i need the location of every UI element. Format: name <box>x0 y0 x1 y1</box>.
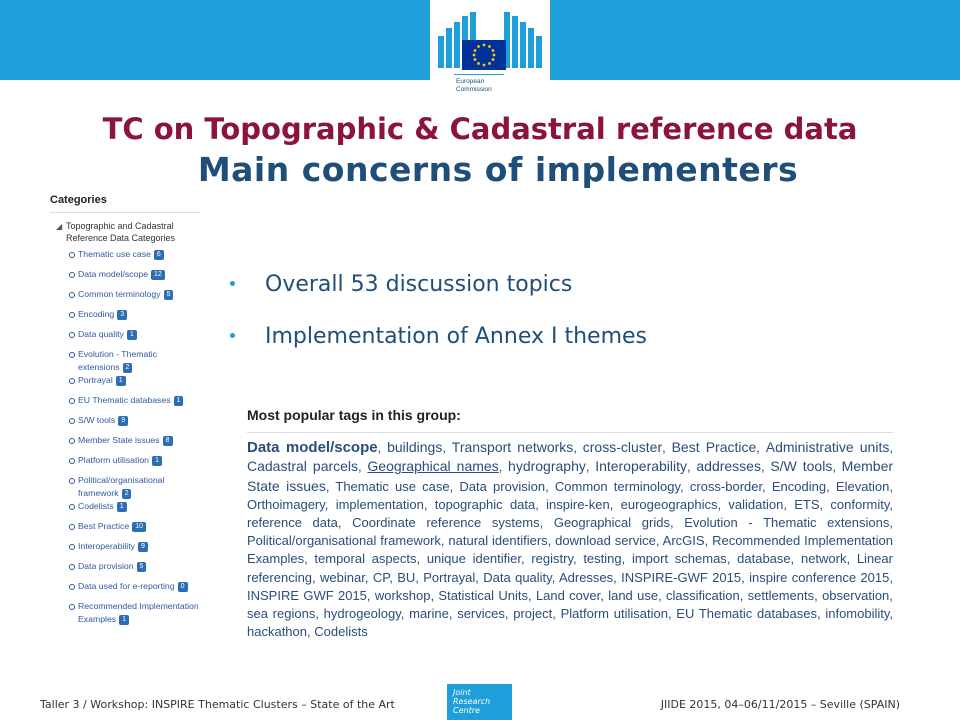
category-item[interactable] <box>50 500 200 520</box>
category-item[interactable] <box>50 560 200 580</box>
category-label: Data model/scope <box>78 269 149 279</box>
tag-link[interactable]: INSPIRE GWF 2015 <box>247 587 367 603</box>
category-item[interactable] <box>50 474 200 500</box>
category-label: Encoding <box>78 309 115 319</box>
tag-link[interactable]: Geographical grids <box>553 515 670 531</box>
categories-divider <box>50 212 200 213</box>
tag-link[interactable]: Elevation <box>835 478 890 494</box>
slide-subtitle: Main concerns of implementers <box>197 150 799 189</box>
bullet-icon <box>230 281 235 286</box>
tag-link[interactable]: settlements <box>747 587 815 603</box>
count-badge: 9 <box>138 542 148 552</box>
popular-tags-panel <box>247 406 893 641</box>
bullet-text: Overall 53 discussion topics <box>265 272 573 297</box>
circle-bullet-icon <box>69 272 75 278</box>
circle-bullet-icon <box>69 478 75 484</box>
category-label: Thematic use case <box>78 249 151 259</box>
tag-link[interactable]: webinar <box>320 569 365 585</box>
circle-bullet-icon <box>69 584 75 590</box>
tag-link[interactable]: hydrography <box>508 458 586 475</box>
tag-link[interactable]: implementation <box>335 496 424 512</box>
tag-link[interactable]: Recommended Implementation Examples <box>247 533 893 567</box>
category-label: Data quality <box>78 329 124 339</box>
count-badge: 0 <box>178 582 188 592</box>
category-label: Recommended Implementation Examples <box>78 601 199 624</box>
circle-bullet-icon <box>69 398 75 404</box>
tag-link[interactable]: ArcGIS <box>662 533 705 549</box>
tag-cloud: Data model/scope, buildings, Transport networks, cross-cluster, Best Practice, Administrative units, Cadastral parcels, Geographical names, hydrography, Interoperability, addresses, S/W tools, Member State issues, Thematic use case, Data provision, Common terminology, cross-border, Encoding, Elevation, Orthoimagery, implementation, topographic data, inspire-ken, eurogeographics, validation, ETS, conformity, reference data, Coordinate reference systems, Geographical grids, Evolution - Thematic extensions, Political/organisational framework, natural identifiers, download service, ArcGIS, Recommended Implementation Examples, temporal aspects, unique identifier, registry, testing, import schemas, database, network, Linear referencing, webinar, CP, BU, Portrayal, Data quality, Adresses, INSPIRE-GWF 2015, inspire conference 2015, INSPIRE GWF 2015, workshop, Statistical Units, Land cover, land use, classification, settlements, observation, sea regions, hydrogeology, marine, services, project, Platform utilisation, EU Thematic databases, infomobility, hackathon, Codelists <box>247 439 894 640</box>
circle-bullet-icon <box>69 564 75 570</box>
category-label: Platform utilisation <box>78 455 149 465</box>
tag-link[interactable]: eurogeographics <box>620 496 718 512</box>
tag-link[interactable]: inspire conference 2015 <box>749 569 890 585</box>
tag-link[interactable]: Data quality <box>483 569 552 585</box>
tag-link[interactable]: Transport networks <box>451 439 574 456</box>
tag-link[interactable]: Administrative units <box>765 439 890 456</box>
tag-link[interactable]: download service <box>555 533 656 549</box>
count-badge: 8 <box>163 436 173 446</box>
footer-left: Taller 3 / Workshop: INSPIRE Thematic Clusters – State of the Art <box>40 698 395 711</box>
tag-link[interactable]: INSPIRE-GWF 2015 <box>621 569 742 585</box>
count-badge: 1 <box>119 615 129 625</box>
category-parent[interactable] <box>50 220 200 244</box>
tag-link[interactable]: ETS <box>794 496 820 512</box>
count-badge: 1 <box>152 456 162 466</box>
tag-link[interactable]: network <box>800 551 847 567</box>
circle-bullet-icon <box>69 458 75 464</box>
count-badge: 1 <box>116 376 126 386</box>
popular-tags-heading: Most popular tags in this group: <box>247 406 893 433</box>
category-label: Interoperability <box>78 541 135 551</box>
category-item[interactable] <box>50 248 200 268</box>
footer-right: JIIDE 2015, 04–06/11/2015 – Seville (SPAIN) <box>660 698 900 711</box>
tag-link[interactable]: infomobility <box>825 606 890 622</box>
category-label: S/W tools <box>78 415 116 425</box>
tag-link[interactable]: EU Thematic databases <box>676 606 817 622</box>
category-item[interactable] <box>50 600 200 626</box>
category-item[interactable] <box>50 434 200 454</box>
tag-link[interactable]: import schemas <box>631 551 727 567</box>
tag-link[interactable]: Evolution - Thematic extensions <box>684 515 890 531</box>
category-parent-label: Topographic and Cadastral Reference Data Categories <box>66 221 176 243</box>
tag-link[interactable]: validation <box>728 496 784 512</box>
count-badge: 10 <box>132 522 146 532</box>
tag-link[interactable]: Coordinate reference systems <box>352 515 540 531</box>
tag-link[interactable]: Political/organisational framework <box>247 533 441 549</box>
tag-link[interactable]: Platform utilisation <box>560 606 668 622</box>
jrc-text-1: Joint <box>453 688 471 697</box>
category-label: Common terminology <box>78 289 161 299</box>
circle-bullet-icon <box>69 544 75 550</box>
tag-link[interactable]: Cadastral parcels <box>247 458 359 475</box>
categories-panel <box>50 194 200 626</box>
category-label: Political/organisational framework <box>78 475 165 498</box>
tag-link[interactable]: CP <box>372 569 390 585</box>
category-label: Data provision <box>78 561 134 571</box>
tag-link[interactable]: addresses <box>696 458 761 475</box>
circle-bullet-icon <box>69 252 75 258</box>
tag-link[interactable]: Land cover <box>535 587 601 603</box>
jrc-text-3: Centre <box>453 706 480 715</box>
category-label: Best Practice <box>78 521 130 531</box>
tag-link[interactable]: Data model/scope <box>247 439 378 457</box>
circle-bullet-icon <box>69 504 75 510</box>
tag-link[interactable]: workshop <box>374 587 431 603</box>
circle-bullet-icon <box>69 312 75 318</box>
category-item[interactable] <box>50 288 200 308</box>
logo-text-2: Commission <box>456 86 492 93</box>
tag-link[interactable]: S/W tools <box>770 458 833 475</box>
tag-link[interactable]: Member State issues <box>247 458 894 494</box>
circle-bullet-icon <box>69 418 75 424</box>
count-badge: 3 <box>117 310 127 320</box>
count-badge: 9 <box>118 416 128 426</box>
category-label: Portrayal <box>78 375 113 385</box>
category-item[interactable] <box>50 374 200 394</box>
slide-title: TC on Topographic & Cadastral reference data <box>102 112 858 146</box>
logo-text-1: European <box>456 78 485 85</box>
bullet-item <box>230 324 647 376</box>
tag-link[interactable]: Interoperability <box>595 458 688 475</box>
triangle-down-icon: ◢ <box>56 222 63 231</box>
category-list <box>50 248 200 626</box>
category-label: Member State issues <box>78 435 160 445</box>
category-item[interactable] <box>50 308 200 328</box>
category-item[interactable] <box>50 414 200 434</box>
tag-link[interactable]: unique identifier <box>426 551 521 567</box>
tag-link[interactable]: testing <box>583 551 622 567</box>
tag-link[interactable]: inspire-ken <box>546 496 610 512</box>
tag-link[interactable]: Thematic use case <box>335 478 450 494</box>
category-item[interactable] <box>50 454 200 474</box>
tag-link[interactable]: hydrogeology <box>323 606 401 622</box>
category-item[interactable] <box>50 328 200 348</box>
tag-link[interactable]: temporal aspects <box>314 551 417 567</box>
tag-link[interactable]: sea regions <box>247 606 316 622</box>
tag-link[interactable]: Encoding <box>771 478 827 494</box>
tag-link[interactable]: observation <box>822 587 890 603</box>
circle-bullet-icon <box>69 352 75 358</box>
jrc-text-2: Research <box>453 697 491 706</box>
tag-link[interactable]: services <box>457 606 505 622</box>
tag-link[interactable]: reference data <box>247 515 338 531</box>
category-item[interactable] <box>50 580 200 600</box>
tag-link[interactable]: Statistical Units <box>438 587 528 603</box>
category-item[interactable] <box>50 394 200 414</box>
category-item[interactable] <box>50 520 200 540</box>
count-badge: 1 <box>117 502 127 512</box>
category-label: EU Thematic databases <box>78 395 171 405</box>
tag-link[interactable]: Common terminology <box>554 478 681 494</box>
tag-link[interactable]: Best Practice <box>671 439 757 456</box>
tag-link[interactable]: Codelists <box>314 624 368 640</box>
bullet-icon <box>230 333 235 338</box>
category-label: Evolution - Thematic extensions <box>78 349 158 372</box>
tag-link[interactable]: Data provision <box>459 478 546 494</box>
circle-bullet-icon <box>69 378 75 384</box>
count-badge: 12 <box>151 270 165 280</box>
bullet-list <box>230 272 647 376</box>
count-badge: 2 <box>123 363 133 373</box>
circle-bullet-icon <box>69 292 75 298</box>
tag-link[interactable]: BU <box>397 569 416 585</box>
category-item[interactable] <box>50 268 200 288</box>
count-badge: 6 <box>154 250 164 260</box>
bullet-text: Implementation of Annex I themes <box>265 324 647 349</box>
category-item[interactable] <box>50 540 200 560</box>
tag-link[interactable]: Geographical names <box>367 458 499 475</box>
tag-link[interactable]: topographic data <box>434 496 536 512</box>
tag-link[interactable]: Portrayal <box>423 569 476 585</box>
circle-bullet-icon <box>69 438 75 444</box>
tag-link[interactable]: project <box>513 606 553 622</box>
categories-heading: Categories <box>50 194 107 206</box>
tag-link[interactable]: registry <box>531 551 573 567</box>
category-item[interactable] <box>50 348 200 374</box>
circle-bullet-icon <box>69 604 75 610</box>
tag-link[interactable]: Orthoimagery <box>247 496 325 512</box>
category-label: Data used for e-reporting <box>78 581 175 591</box>
count-badge: 1 <box>127 330 137 340</box>
tag-link[interactable]: database <box>737 551 791 567</box>
european-commission-logo <box>430 0 550 100</box>
tag-link[interactable]: conformity <box>830 496 890 512</box>
tag-link[interactable]: hackathon <box>247 624 307 640</box>
tag-link[interactable]: cross-border <box>689 478 763 494</box>
bullet-item <box>230 272 647 324</box>
jrc-logo <box>447 684 512 720</box>
circle-bullet-icon <box>69 332 75 338</box>
count-badge: 2 <box>122 489 132 499</box>
tag-link[interactable]: marine <box>409 606 449 622</box>
circle-bullet-icon <box>69 524 75 530</box>
count-badge: 5 <box>164 290 174 300</box>
category-label: Codelists <box>78 501 114 511</box>
tag-link[interactable]: natural identifiers <box>448 533 548 549</box>
tag-link[interactable]: Linear referencing <box>247 551 893 585</box>
count-badge: 5 <box>137 562 147 572</box>
tag-link[interactable]: cross-cluster <box>582 439 663 456</box>
count-badge: 1 <box>174 396 184 406</box>
tag-link[interactable]: Adresses <box>558 569 614 585</box>
tag-link[interactable]: land use <box>608 587 659 603</box>
tag-link[interactable]: buildings <box>387 439 443 456</box>
tag-link[interactable]: classification <box>666 587 740 603</box>
